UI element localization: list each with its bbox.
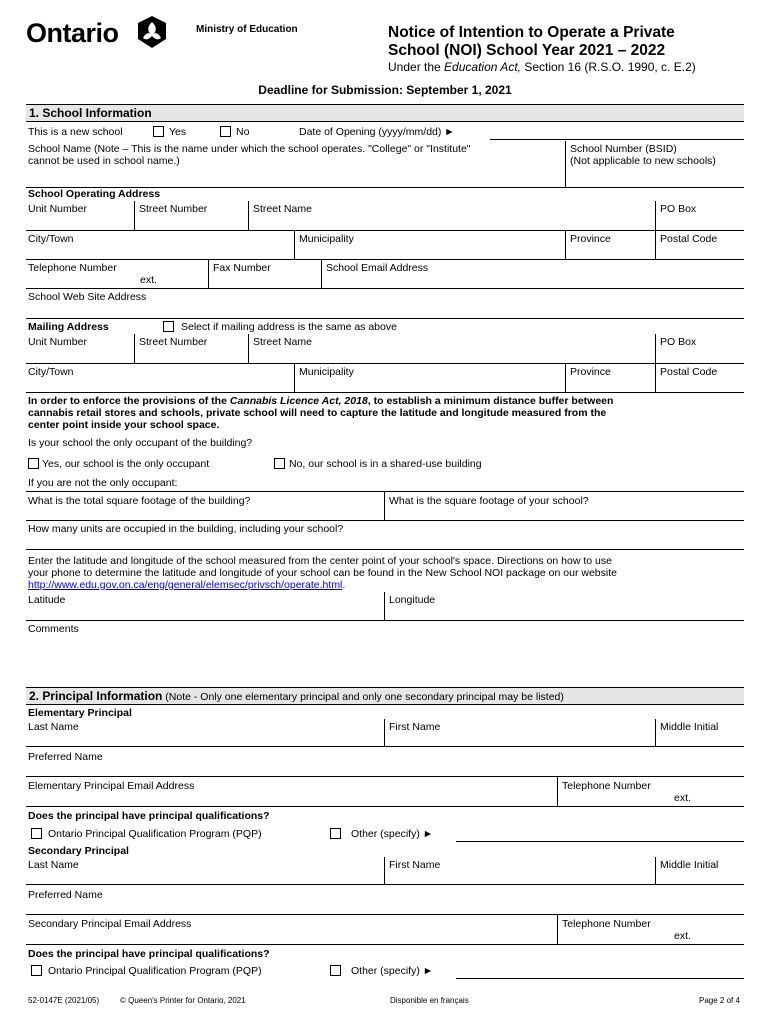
sec-first-name-label: First Name [389, 859, 441, 871]
section2-title-line [29, 689, 564, 703]
unit-number-label: Unit Number [28, 203, 87, 215]
school-email-label: School Email Address [326, 262, 429, 274]
section1-title: 1. School Information [29, 106, 152, 120]
same-as-above-checkbox[interactable] [163, 321, 174, 332]
units-occupied-label: How many units are occupied in the building, including your school? [28, 523, 344, 535]
elem-preferred-name-label: Preferred Name [28, 751, 103, 763]
mailing-address-heading: Mailing Address [28, 321, 109, 333]
french-availability: Disponible en français [390, 996, 469, 1005]
cannabis-post: , to establish a minimum distance buffer between [367, 395, 614, 407]
city-label: City/Town [28, 233, 74, 245]
bsid-label-2: (Not applicable to new schools) [570, 155, 716, 167]
mailing-province-label: Province [570, 366, 611, 378]
subtitle-act: Education Act, [444, 60, 521, 74]
school-sqft-label: What is the square footage of your school? [389, 495, 589, 507]
mailing-po-box-label: PO Box [660, 336, 697, 348]
comments-label: Comments [28, 623, 79, 635]
deadline: Deadline for Submission: September 1, 2021 [258, 83, 512, 97]
cannabis-pre: In order to enforce the provisions of the [28, 395, 230, 407]
elem-qualifications-question: Does the principal have principal qualifications? [28, 810, 270, 822]
only-occupant-yes-checkbox[interactable] [28, 458, 39, 469]
website-label: School Web Site Address [28, 291, 147, 303]
cannabis-notice-line2: cannabis retail stores and schools, private school will need to capture the latitude and longitude measured from the [28, 407, 607, 419]
new-school-no-checkbox[interactable] [220, 126, 231, 137]
operating-address-heading: School Operating Address [28, 188, 161, 200]
opening-date-label: Date of Opening (yyyy/mm/dd) ► [299, 126, 455, 138]
sec-qualifications-question: Does the principal have principal qualifications? [28, 948, 270, 960]
latlong-url-line [28, 579, 345, 591]
longitude-label: Longitude [389, 594, 436, 606]
copyright: © Queen's Printer for Ontario, 2021 [120, 996, 246, 1005]
elementary-heading: Elementary Principal [28, 707, 132, 719]
sec-ext-label: ext. [674, 930, 691, 942]
opening-date-field[interactable] [490, 139, 744, 140]
elem-middle-initial-label: Middle Initial [660, 721, 719, 733]
form-title-line2: School (NOI) School Year 2021 – 2022 [388, 42, 666, 59]
sec-pqp-label: Ontario Principal Qualification Program (PQP) [48, 965, 262, 977]
sec-other-label: Other (specify) ► [351, 965, 434, 977]
sec-preferred-name-label: Preferred Name [28, 889, 103, 901]
postal-code-label: Postal Code [660, 233, 718, 245]
municipality-label: Municipality [299, 233, 354, 245]
elem-email-label: Elementary Principal Email Address [28, 780, 195, 792]
total-sqft-label: What is the total square footage of the building? [28, 495, 251, 507]
form-number: 52-0147E (2021/05) [28, 996, 100, 1005]
sec-middle-initial-label: Middle Initial [660, 859, 719, 871]
elem-pqp-label: Ontario Principal Qualification Program (PQP) [48, 828, 262, 840]
sec-telephone-label: Telephone Number [562, 918, 651, 930]
mailing-postal-code-label: Postal Code [660, 366, 718, 378]
elem-other-label: Other (specify) ► [351, 828, 434, 840]
sec-email-label: Secondary Principal Email Address [28, 918, 192, 930]
section2-title: 2. Principal Information [29, 689, 163, 703]
sec-other-field[interactable] [456, 978, 744, 979]
ext-label: ext. [140, 274, 157, 286]
operate-link[interactable]: http://www.edu.gov.on.ca/eng/general/elemsec/privsch/operate.html [28, 579, 343, 591]
only-occupant-yes-label: Yes, our school is the only occupant [42, 458, 210, 470]
latlong-instructions-2: your phone to determine the latitude and longitude of your school can be found in the New School NOI package on our website [28, 567, 617, 579]
comments-field[interactable] [26, 637, 744, 683]
shared-use-checkbox[interactable] [274, 458, 285, 469]
mailing-street-name-label: Street Name [253, 336, 312, 348]
elem-pqp-checkbox[interactable] [31, 828, 42, 839]
street-name-label: Street Name [253, 203, 312, 215]
school-name-label: School Name (Note – This is the name under which the school operates. "College" or "Institute" [28, 143, 471, 155]
subtitle-post: Section 16 (R.S.O. 1990, c. E.2) [520, 60, 696, 74]
same-as-above-label: Select if mailing address is the same as above [181, 321, 397, 333]
no-label: No [236, 126, 250, 138]
only-occupant-question: Is your school the only occupant of the building? [28, 437, 253, 449]
yes-label: Yes [169, 126, 187, 138]
elem-first-name-label: First Name [389, 721, 441, 733]
latitude-label: Latitude [28, 594, 66, 606]
telephone-label: Telephone Number [28, 262, 117, 274]
fax-label: Fax Number [213, 262, 271, 274]
elem-ext-label: ext. [674, 792, 691, 804]
mailing-unit-label: Unit Number [28, 336, 87, 348]
page-number: Page 2 of 4 [699, 996, 740, 1005]
ontario-logo-text: Ontario [26, 18, 119, 48]
elem-other-checkbox[interactable] [330, 828, 341, 839]
url-period: . [342, 579, 346, 591]
elem-telephone-label: Telephone Number [562, 780, 651, 792]
latlong-instructions-1: Enter the latitude and longitude of the school measured from the center point of your school's space. Directions on how to use [28, 555, 612, 567]
po-box-label: PO Box [660, 203, 697, 215]
elem-last-name-label: Last Name [28, 721, 79, 733]
mailing-municipality-label: Municipality [299, 366, 354, 378]
new-school-label: This is a new school [28, 126, 123, 138]
section2-note: (Note - Only one elementary principal and only one secondary principal may be listed) [162, 691, 564, 703]
street-number-label: Street Number [139, 203, 208, 215]
sec-last-name-label: Last Name [28, 859, 79, 871]
school-name-label-2: cannot be used in school name.) [28, 155, 180, 167]
cannabis-act: Cannabis Licence Act, 2018 [229, 395, 368, 407]
new-school-yes-checkbox[interactable] [153, 126, 164, 137]
secondary-heading: Secondary Principal [28, 845, 129, 857]
if-not-label: If you are not the only occupant: [28, 477, 178, 489]
mailing-city-label: City/Town [28, 366, 74, 378]
cannabis-notice-line3: center point inside your school space. [28, 419, 220, 431]
form-subtitle [388, 60, 696, 74]
ministry-name: Ministry of Education [196, 24, 298, 35]
bsid-label: School Number (BSID) [570, 143, 677, 155]
cannabis-notice-line1 [28, 395, 613, 407]
shared-use-label: No, our school is in a shared-use building [289, 458, 482, 470]
subtitle-pre: Under the [388, 60, 445, 74]
sec-pqp-checkbox[interactable] [31, 965, 42, 976]
sec-other-checkbox[interactable] [330, 965, 341, 976]
mailing-street-number-label: Street Number [139, 336, 208, 348]
trillium-logo-icon [134, 14, 170, 50]
form-title-line1: Notice of Intention to Operate a Private [388, 24, 675, 41]
province-label: Province [570, 233, 611, 245]
elem-other-field[interactable] [456, 841, 744, 842]
